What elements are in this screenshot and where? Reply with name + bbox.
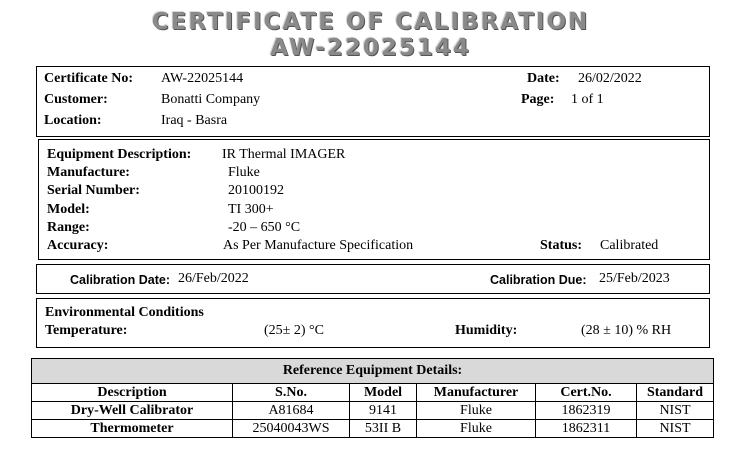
humidity-label: Humidity:	[455, 323, 518, 338]
row-serial-no: A81684	[233, 402, 350, 420]
range-value: -20 – 650 °C	[228, 220, 301, 235]
page-value: 1 of 1	[571, 92, 604, 107]
column-header-manufacturer: Manufacturer	[417, 384, 536, 402]
column-header-description: Description	[32, 384, 233, 402]
accuracy-value: As Per Manufacture Specification	[223, 238, 414, 253]
row-standard: NIST	[637, 420, 714, 438]
manufacture-label: Manufacture:	[47, 165, 130, 180]
row-description: Dry-Well Calibrator	[32, 402, 233, 420]
date-value: 26/02/2022	[578, 71, 642, 86]
row-model: 9141	[350, 402, 417, 420]
column-header-cert-no: Cert.No.	[536, 384, 637, 402]
page-label: Page:	[521, 92, 555, 107]
calibration-due-label: Calibration Due:	[490, 273, 587, 287]
status-value: Calibrated	[600, 238, 659, 253]
row-cert-no: 1862319	[536, 402, 637, 420]
row-model: 53II B	[350, 420, 417, 438]
accuracy-label: Accuracy:	[47, 238, 109, 253]
row-cert-no: 1862311	[536, 420, 637, 438]
row-manufacturer: Fluke	[417, 420, 536, 438]
certificate-no-label: Certificate No:	[44, 71, 134, 86]
date-label: Date:	[527, 71, 560, 86]
row-standard: NIST	[637, 402, 714, 420]
temperature-value: (25± 2) °C	[264, 323, 324, 338]
serial-number-label: Serial Number:	[47, 183, 140, 198]
table-row	[32, 402, 714, 420]
column-header-standard: Standard	[637, 384, 714, 402]
location-label: Location:	[44, 113, 102, 128]
model-label: Model:	[47, 202, 90, 217]
status-label: Status:	[540, 238, 583, 253]
calibration-date-label: Calibration Date:	[70, 273, 171, 287]
column-header-model: Model	[350, 384, 417, 402]
range-label: Range:	[47, 220, 90, 235]
row-description: Thermometer	[32, 420, 233, 438]
customer-value: Bonatti Company	[161, 92, 261, 107]
location-value: Iraq - Basra	[161, 113, 228, 128]
equipment-description-label: Equipment Description:	[47, 147, 192, 162]
reference-table-heading: Reference Equipment Details:	[32, 359, 714, 384]
reference-equipment-table	[31, 358, 714, 438]
certificate-no-value: AW-22025144	[161, 71, 244, 86]
column-header-serial-no: S.No.	[233, 384, 350, 402]
environment-heading: Environmental Conditions	[45, 305, 204, 320]
row-serial-no: 25040043WS	[233, 420, 350, 438]
certificate-number-title: AW-22025144	[270, 35, 471, 61]
customer-label: Customer:	[44, 92, 108, 107]
calibration-due-value: 25/Feb/2023	[599, 271, 670, 286]
certificate-title: CERTIFICATE OF CALIBRATION	[151, 9, 590, 35]
serial-number-value: 20100192	[228, 183, 284, 198]
table-header-row	[32, 384, 714, 402]
row-manufacturer: Fluke	[417, 402, 536, 420]
table-row	[32, 420, 714, 438]
model-value: TI 300+	[228, 202, 274, 217]
equipment-description-value: IR Thermal IMAGER	[222, 147, 346, 162]
manufacture-value: Fluke	[228, 165, 260, 180]
temperature-label: Temperature:	[45, 323, 128, 338]
calibration-date-value: 26/Feb/2022	[178, 271, 249, 286]
humidity-value: (28 ± 10) % RH	[581, 323, 672, 338]
